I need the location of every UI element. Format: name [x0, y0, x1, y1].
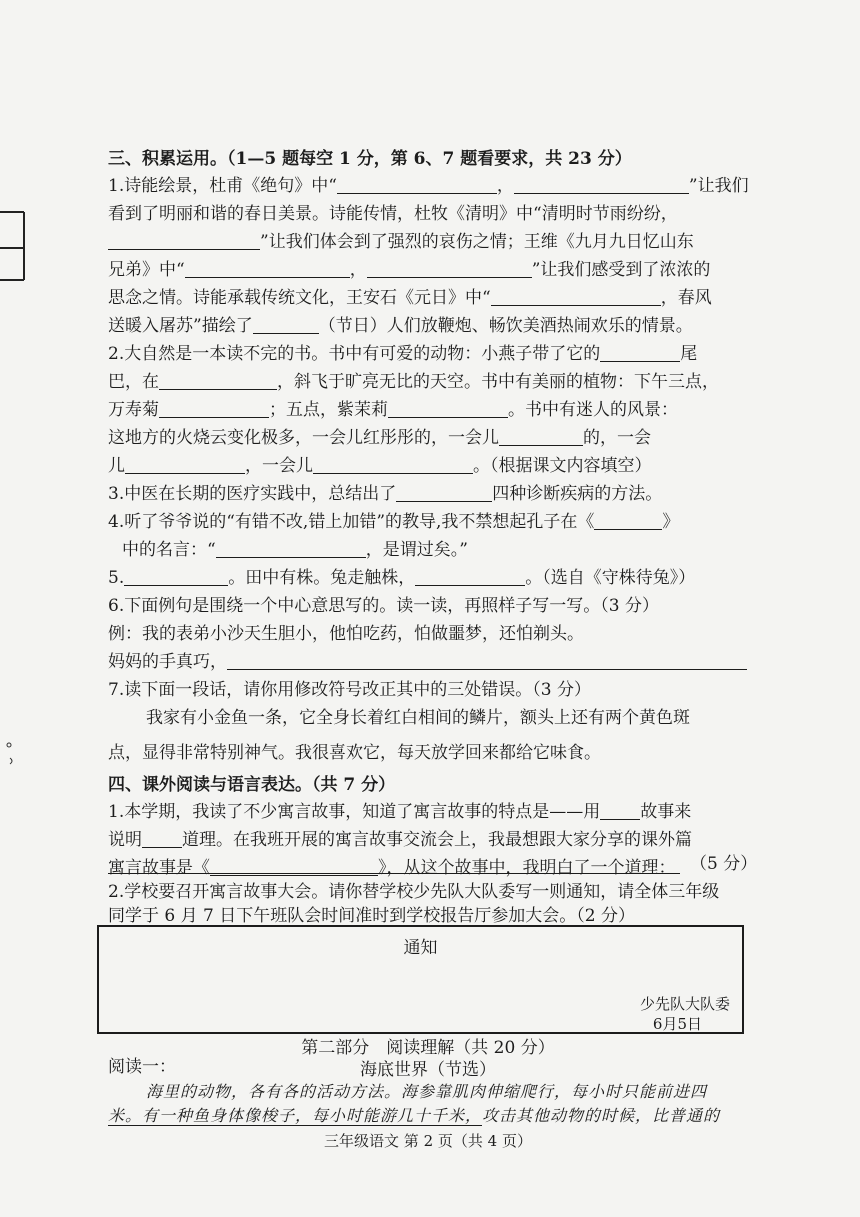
q2-line1: 2.大自然是一本读不完的书。书中有可爱的动物：小燕子带了它的 尾 [108, 344, 698, 364]
answer-blank[interactable] [514, 175, 689, 194]
passage-line1: 海里的动物，各有各的活动方法。海参靠肌肉伸缩爬行，每小时只能前进四 [146, 1082, 708, 1101]
answer-blank[interactable] [491, 287, 661, 306]
q6-example: 例：我的表弟小沙天生胆小，他怕吃药，怕做噩梦，还怕剃头。 [108, 624, 584, 644]
q4-line1: 4.听了爷爷说的“有错不改,错上加错”的教导,我不禁想起孔子在《 》 [108, 512, 680, 532]
answer-blank[interactable] [124, 567, 228, 586]
binding-line-marks [0, 210, 30, 290]
q4-line2: 中的名言：“ ，是谓过矣。” [122, 540, 468, 560]
q6-line3: 妈妈的手真巧， [108, 650, 768, 674]
answer-blank[interactable] [313, 455, 473, 474]
answer-blank[interactable] [600, 801, 640, 820]
q7-line1: 7.读下面一段话，请你用修改符号改正其中的三处错误。（3 分） [108, 680, 591, 700]
q1-line2: 看到了明丽和谐的春日美景。诗能传情，杜牧《清明》中“清明时节雨纷纷， [108, 204, 678, 224]
section3-title: 三、积累运用。（1—5 题每空 1 分，第 6、7 题看要求，共 23 分） [108, 149, 632, 169]
q1-line3: ”让我们体会到了强烈的哀伤之情；王维《九月九日忆山东 [108, 230, 768, 254]
answer-blank[interactable] [142, 829, 182, 848]
q1-line1: 1.诗能绘景，杜甫《绝句》中“ ， ”让我们 [108, 176, 749, 196]
answer-blank[interactable] [159, 399, 269, 418]
page-footer: 三年级语文 第 2 页（共 4 页） [324, 1132, 532, 1150]
q2-line4: 这地方的火烧云变化极多，一会儿红彤彤的，一会儿 的，一会 [108, 428, 651, 448]
q5-line: 5. 。田中有株。兔走触株， 。（选自《守株待兔》） [108, 568, 696, 588]
reading-label: 阅读一： [108, 1057, 176, 1077]
s4-q2-line2: 同学于 6 月 7 日下午班队会时间准时到学校报告厅参加大会。（2 分） [108, 906, 635, 926]
notice-title: 通知 [403, 938, 438, 958]
q1-line6: 送暖入屠苏”描绘了 （节日）人们放鞭炮、畅饮美酒热闹欢乐的情景。 [108, 316, 693, 336]
answer-blank[interactable] [499, 427, 583, 446]
answer-blank[interactable] [396, 483, 492, 502]
s4-q2-line1: 2.学校要召开寓言故事大会。请你替学校少先队大队委写一则通知，请全体三年级 [108, 882, 720, 902]
answer-blank[interactable] [159, 371, 277, 390]
answer-blank[interactable] [253, 315, 319, 334]
answer-blank[interactable] [415, 567, 525, 586]
underlined-sentence: 米。有一种鱼身体像梭子，每小时能游几十千米， [108, 1106, 483, 1125]
notice-signer: 少先队大队委 [639, 995, 730, 1013]
q2-line3: 万寿菊 ；五点，紫茉莉 。书中有迷人的风景： [108, 400, 678, 420]
answer-blank[interactable] [216, 539, 366, 558]
q1-line5: 思念之情。诗能承载传统文化，王安石《元日》中“ ，春风 [108, 288, 712, 308]
notice-date: 6月5日 [652, 1015, 702, 1033]
s4-q1-score: （5 分） [690, 854, 758, 874]
q1-line4: 兄弟》中“ ， ”让我们感受到了浓浓的 [108, 260, 711, 280]
answer-blank[interactable] [367, 259, 532, 278]
answer-blank[interactable] [594, 511, 662, 530]
s4-q1-line3: 寓言故事是《 》，从这个故事中，我明白了一个道理： [108, 858, 676, 878]
answer-blank[interactable] [337, 175, 497, 194]
answer-blank[interactable] [227, 651, 747, 670]
q2-line5: 儿 ，一会儿 。（根据课文内容填空） [108, 456, 652, 476]
part2-title: 第二部分 阅读理解（共 20 分） [301, 1038, 555, 1058]
passage-title: 海底世界（节选） [360, 1060, 496, 1080]
q2-line2: 巴，在 ，斜飞于旷亮无比的天空。书中有美丽的植物：下午三点， [108, 372, 719, 392]
passage-line2: 米。有一种鱼身体像梭子，每小时能游几十千米，攻击其他动物的时候，比普通的 [108, 1106, 721, 1125]
s4-q1-answer-line[interactable] [108, 872, 680, 874]
q7-passage-line2: 点，显得非常特别神气。我很喜欢它，每天放学回来都给它味食。 [108, 743, 601, 763]
q7-passage-line1: 我家有小金鱼一条，它全身长着红白相间的鳞片，额头上还有两个黄色斑 [146, 708, 690, 728]
s4-q1-line2: 说明 道理。在我班开展的寓言故事交流会上，我最想跟大家分享的课外篇 [108, 830, 692, 850]
q3-line: 3.中医在长期的医疗实践中，总结出了 四种诊断疾病的方法。 [108, 484, 663, 504]
answer-blank[interactable] [185, 259, 350, 278]
section4-title: 四、课外阅读与语言表达。（共 7 分） [108, 775, 396, 795]
notice-writing-box[interactable] [97, 925, 744, 1034]
s4-q1-line1: 1.本学期，我读了不少寓言故事，知道了寓言故事的特点是——用 故事来 [108, 802, 692, 822]
margin-dot-marks [4, 740, 24, 770]
q6-line1: 6.下面例句是围绕一个中心意思写的。读一读，再照样子写一写。（3 分） [108, 596, 659, 616]
answer-blank[interactable] [600, 343, 680, 362]
answer-blank[interactable] [388, 399, 508, 418]
answer-blank[interactable] [108, 231, 260, 250]
answer-blank[interactable] [125, 455, 245, 474]
